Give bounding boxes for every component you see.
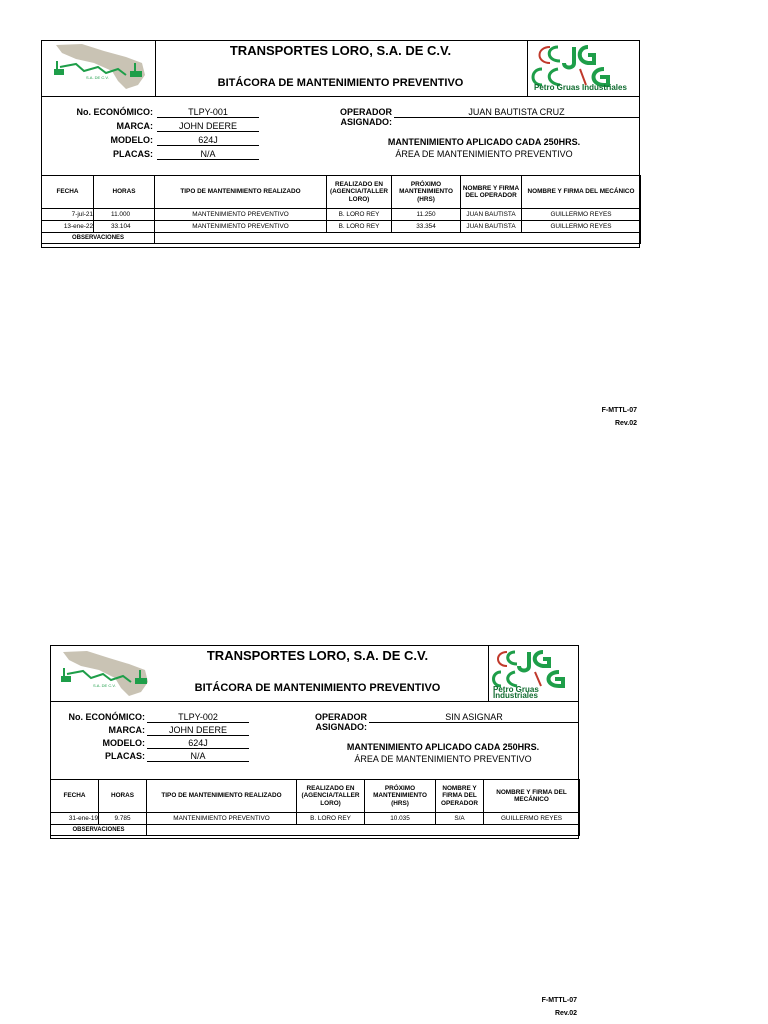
cell-proximo: 11.250 bbox=[392, 209, 461, 221]
cell-realizado-en: B. LORO REY bbox=[327, 221, 392, 233]
observaciones-row bbox=[51, 825, 580, 836]
label-modelo: MODELO: bbox=[110, 135, 153, 145]
cell-operador: S/A bbox=[436, 813, 484, 825]
value-marca: JOHN DEERE bbox=[157, 121, 259, 132]
observaciones-field[interactable] bbox=[147, 825, 580, 836]
maintenance-area: ÁREA DE MANTENIMIENTO PREVENTIVO bbox=[395, 149, 573, 159]
cell-realizado-en: B. LORO REY bbox=[297, 813, 365, 825]
value-placas: N/A bbox=[147, 751, 249, 762]
maintenance-log-table bbox=[41, 175, 641, 244]
cell-fecha: 13-ene-22 bbox=[42, 221, 94, 233]
table-row bbox=[51, 813, 580, 825]
observaciones-row bbox=[42, 233, 641, 244]
cell-mecanico: GUILLERMO REYES bbox=[522, 209, 641, 221]
table-row bbox=[42, 209, 641, 221]
cell-tipo: MANTENIMIENTO PREVENTIVO bbox=[155, 209, 327, 221]
label-marca: MARCA: bbox=[116, 121, 153, 131]
cell-realizado-en: B. LORO REY bbox=[327, 209, 392, 221]
cell-fecha: 31-ene-19 bbox=[51, 813, 99, 825]
label-placas: PLACAS: bbox=[105, 751, 145, 761]
label-no-economico: No. ECONÓMICO: bbox=[68, 712, 145, 722]
value-no-economico: TLPY-002 bbox=[147, 712, 249, 723]
maintenance-area: ÁREA DE MANTENIMIENTO PREVENTIVO bbox=[354, 754, 532, 764]
col-proximo: PRÓXIMO MANTENIMIENTO (HRS) bbox=[392, 176, 461, 209]
label-marca: MARCA: bbox=[108, 725, 145, 735]
col-realizado-en: REALIZADO EN (AGENCIA/TALLER LORO) bbox=[327, 176, 392, 209]
value-modelo: 624J bbox=[157, 135, 259, 146]
cell-proximo: 33.354 bbox=[392, 221, 461, 233]
company-name: TRANSPORTES LORO, S.A. DE C.V. bbox=[206, 648, 429, 663]
cell-proximo: 10.035 bbox=[365, 813, 436, 825]
company-name: TRANSPORTES LORO, S.A. DE C.V. bbox=[229, 43, 452, 58]
form-revision: Rev.02 bbox=[554, 1010, 577, 1017]
vehicle-info bbox=[42, 97, 639, 177]
col-tipo: TIPO DE MANTENIMIENTO REALIZADO bbox=[155, 176, 327, 209]
col-horas: HORAS bbox=[94, 176, 155, 209]
col-proximo: PRÓXIMO MANTENIMIENTO (HRS) bbox=[365, 780, 436, 813]
col-mecanico: NOMBRE Y FIRMA DEL MECÁNICO bbox=[484, 780, 580, 813]
form-code: F-MTTL-07 bbox=[601, 407, 637, 414]
cell-fecha: 7-jul-21 bbox=[42, 209, 94, 221]
form-header bbox=[51, 646, 578, 702]
label-no-economico: No. ECONÓMICO: bbox=[76, 107, 153, 117]
cell-operador: JUAN BAUTISTA bbox=[461, 221, 522, 233]
mexico-map-logo-icon bbox=[51, 646, 156, 701]
col-operador: NOMBRE Y FIRMA DEL OPERADOR bbox=[436, 780, 484, 813]
value-modelo: 624J bbox=[147, 738, 249, 749]
label-placas: PLACAS: bbox=[113, 149, 153, 159]
cell-tipo: MANTENIMIENTO PREVENTIVO bbox=[147, 813, 297, 825]
form-code: F-MTTL-07 bbox=[541, 997, 577, 1004]
value-operador: JUAN BAUTISTA CRUZ bbox=[394, 107, 639, 118]
cell-operador: JUAN BAUTISTA bbox=[461, 209, 522, 221]
label-operador: OPERADOR ASIGNADO: bbox=[314, 712, 367, 732]
col-fecha: FECHA bbox=[51, 780, 99, 813]
form-title: BITÁCORA DE MANTENIMIENTO PREVENTIVO bbox=[217, 77, 464, 89]
value-operador: SIN ASIGNAR bbox=[369, 712, 579, 723]
petro-gruas-logo bbox=[527, 41, 639, 96]
value-placas: N/A bbox=[157, 149, 259, 160]
cell-mecanico: GUILLERMO REYES bbox=[522, 221, 641, 233]
maintenance-form-2 bbox=[50, 645, 579, 839]
form-revision: Rev.02 bbox=[614, 420, 637, 427]
form-code-footer-1 bbox=[560, 404, 637, 430]
maintenance-form-1 bbox=[41, 40, 640, 248]
label-modelo: MODELO: bbox=[102, 738, 145, 748]
cell-tipo: MANTENIMIENTO PREVENTIVO bbox=[155, 221, 327, 233]
col-fecha: FECHA bbox=[42, 176, 94, 209]
cell-horas: 33.104 bbox=[94, 221, 155, 233]
mexico-map-logo-icon bbox=[42, 41, 155, 96]
form-code-footer-2 bbox=[500, 994, 577, 1020]
col-horas: HORAS bbox=[99, 780, 147, 813]
maintenance-interval: MANTENIMIENTO APLICADO CADA 250HRS. bbox=[346, 742, 540, 752]
observaciones-label: OBSERVACIONES bbox=[42, 233, 155, 244]
value-no-economico: TLPY-001 bbox=[157, 107, 259, 118]
cell-horas: 9.785 bbox=[99, 813, 147, 825]
col-operador: NOMBRE Y FIRMA DEL OPERADOR bbox=[461, 176, 522, 209]
maintenance-interval: MANTENIMIENTO APLICADO CADA 250HRS. bbox=[387, 137, 581, 147]
petro-gruas-text: Petro Gruas Industriales bbox=[534, 83, 627, 92]
value-marca: JOHN DEERE bbox=[147, 725, 249, 736]
maintenance-log-table bbox=[50, 779, 580, 836]
col-mecanico: NOMBRE Y FIRMA DEL MECÁNICO bbox=[522, 176, 641, 209]
col-tipo: TIPO DE MANTENIMIENTO REALIZADO bbox=[147, 780, 297, 813]
logo-caption: S.A. DE C.V. bbox=[86, 75, 109, 80]
logo-caption: S.A. DE C.V. bbox=[93, 683, 116, 688]
observaciones-label: OBSERVACIONES bbox=[51, 825, 147, 836]
company-logo bbox=[42, 41, 156, 96]
label-operador: OPERADOR ASIGNADO: bbox=[339, 107, 392, 127]
cell-horas: 11.000 bbox=[94, 209, 155, 221]
petro-gruas-logo bbox=[488, 646, 578, 701]
company-logo bbox=[51, 646, 156, 701]
form-header bbox=[42, 41, 639, 97]
col-realizado-en: REALIZADO EN (AGENCIA/TALLER LORO) bbox=[297, 780, 365, 813]
form-title: BITÁCORA DE MANTENIMIENTO PREVENTIVO bbox=[194, 682, 441, 694]
table-row bbox=[42, 221, 641, 233]
petro-gruas-text: Petro Gruas Industriales bbox=[493, 685, 539, 700]
observaciones-field[interactable] bbox=[155, 233, 641, 244]
cell-mecanico: GUILLERMO REYES bbox=[484, 813, 580, 825]
vehicle-info bbox=[51, 702, 578, 782]
